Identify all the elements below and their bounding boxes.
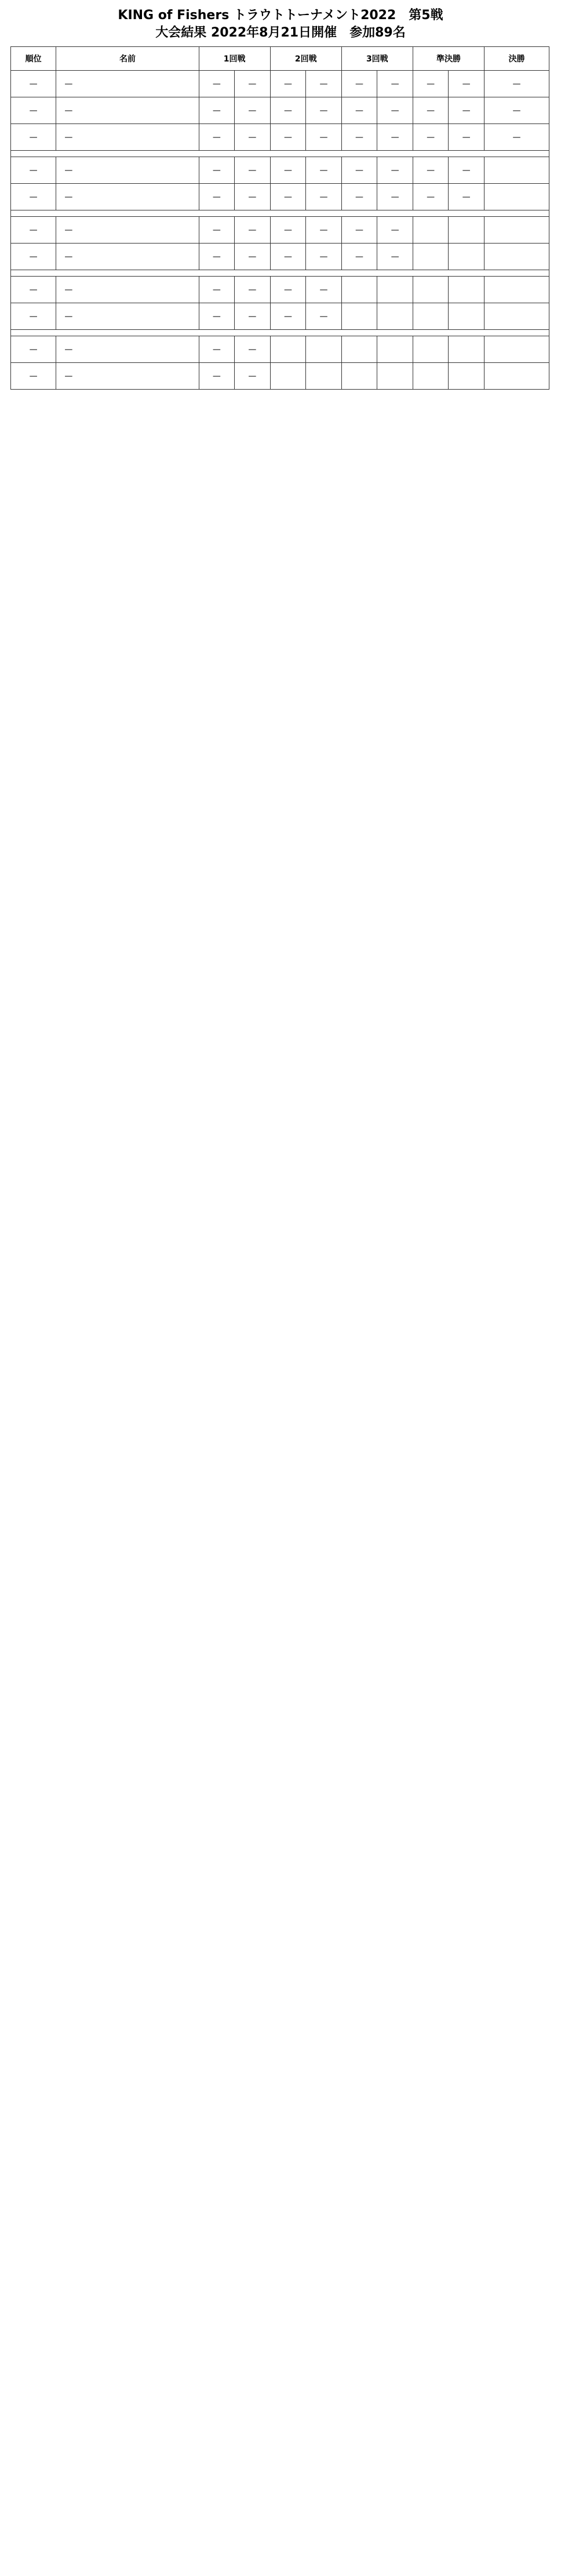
r2-score-cell: — — [270, 217, 306, 244]
sf-score-cell: — — [413, 184, 449, 210]
sf-result-cell: — — [449, 124, 485, 151]
header-round3: 3回戦 — [341, 47, 413, 71]
rank-cell: — — [11, 303, 56, 330]
rank-cell: — — [11, 97, 56, 124]
r1-result-cell: — — [235, 244, 271, 270]
rank-cell: — — [11, 277, 56, 303]
sf-score-cell — [413, 303, 449, 330]
group-separator — [11, 151, 549, 157]
r1-result-cell: — — [235, 363, 271, 390]
name-cell: — — [56, 97, 199, 124]
r2-result-cell: — — [306, 71, 342, 97]
r2-result-cell: — — [306, 97, 342, 124]
name-cell: — — [56, 124, 199, 151]
r1-result-cell: — — [235, 184, 271, 210]
table-row — [11, 363, 549, 390]
table-row — [11, 157, 549, 184]
r2-score-cell: — — [270, 157, 306, 184]
r1-result-cell: — — [235, 277, 271, 303]
table-row — [11, 71, 549, 97]
r3-result-cell: — — [377, 244, 413, 270]
r2-result-cell: — — [306, 303, 342, 330]
r2-score-cell — [270, 363, 306, 390]
r3-score-cell: — — [341, 71, 377, 97]
page-subtitle: 大会結果 2022年8月21日開催 参加89名 — [155, 26, 406, 40]
r1-score-cell: — — [199, 124, 235, 151]
r3-result-cell — [377, 303, 413, 330]
results-table — [10, 46, 549, 390]
sf-result-cell: — — [449, 184, 485, 210]
sf-score-cell — [413, 336, 449, 363]
r1-score-cell: — — [199, 363, 235, 390]
separator-cell — [11, 151, 549, 157]
r1-result-cell: — — [235, 336, 271, 363]
r2-score-cell: — — [270, 244, 306, 270]
name-cell: — — [56, 184, 199, 210]
r2-score-cell: — — [270, 71, 306, 97]
r3-score-cell — [341, 336, 377, 363]
r3-result-cell: — — [377, 157, 413, 184]
sf-result-cell — [449, 277, 485, 303]
rank-cell: — — [11, 244, 56, 270]
separator-cell — [11, 210, 549, 217]
r1-score-cell: — — [199, 336, 235, 363]
results-body — [11, 71, 549, 390]
r1-result-cell: — — [235, 124, 271, 151]
sf-result-cell — [449, 363, 485, 390]
name-cell: — — [56, 157, 199, 184]
name-cell: — — [56, 303, 199, 330]
table-row — [11, 336, 549, 363]
final-cell: — — [484, 71, 549, 97]
r2-score-cell: — — [270, 184, 306, 210]
sf-result-cell: — — [449, 71, 485, 97]
page-title: KING of Fishers トラウトトーナメント2022 第5戦 — [118, 8, 443, 23]
final-cell: — — [484, 124, 549, 151]
r2-score-cell — [270, 336, 306, 363]
group-separator — [11, 270, 549, 277]
final-cell — [484, 217, 549, 244]
final-cell: — — [484, 97, 549, 124]
r3-result-cell — [377, 363, 413, 390]
r2-score-cell: — — [270, 124, 306, 151]
rank-cell: — — [11, 124, 56, 151]
r1-score-cell: — — [199, 184, 235, 210]
table-row — [11, 277, 549, 303]
final-cell — [484, 244, 549, 270]
name-cell: — — [56, 217, 199, 244]
r3-result-cell: — — [377, 71, 413, 97]
header-round2: 2回戦 — [270, 47, 341, 71]
r1-score-cell: — — [199, 244, 235, 270]
header-semifinal: 準決勝 — [413, 47, 484, 71]
r3-result-cell — [377, 336, 413, 363]
sf-score-cell — [413, 244, 449, 270]
r1-score-cell: — — [199, 71, 235, 97]
header-round1: 1回戦 — [199, 47, 270, 71]
r3-score-cell — [341, 303, 377, 330]
sf-score-cell: — — [413, 157, 449, 184]
final-cell — [484, 277, 549, 303]
r2-result-cell: — — [306, 244, 342, 270]
final-cell — [484, 303, 549, 330]
table-row — [11, 303, 549, 330]
r1-score-cell: — — [199, 217, 235, 244]
r3-score-cell: — — [341, 184, 377, 210]
r1-score-cell: — — [199, 303, 235, 330]
final-cell — [484, 184, 549, 210]
r3-result-cell — [377, 277, 413, 303]
r1-result-cell: — — [235, 97, 271, 124]
r2-score-cell: — — [270, 97, 306, 124]
group-separator — [11, 210, 549, 217]
sf-score-cell — [413, 277, 449, 303]
rank-cell: — — [11, 217, 56, 244]
sf-result-cell: — — [449, 97, 485, 124]
sf-score-cell: — — [413, 71, 449, 97]
sf-score-cell: — — [413, 124, 449, 151]
sf-result-cell: — — [449, 157, 485, 184]
r3-score-cell: — — [341, 97, 377, 124]
rank-cell: — — [11, 363, 56, 390]
name-cell: — — [56, 336, 199, 363]
sf-score-cell — [413, 363, 449, 390]
table-row — [11, 244, 549, 270]
r2-result-cell: — — [306, 277, 342, 303]
rank-cell: — — [11, 157, 56, 184]
r3-score-cell — [341, 277, 377, 303]
r3-result-cell: — — [377, 217, 413, 244]
r1-score-cell: — — [199, 277, 235, 303]
table-row — [11, 217, 549, 244]
r1-result-cell: — — [235, 217, 271, 244]
sf-result-cell — [449, 217, 485, 244]
group-separator — [11, 330, 549, 336]
separator-cell — [11, 330, 549, 336]
sf-result-cell — [449, 244, 485, 270]
r1-score-cell: — — [199, 157, 235, 184]
r3-score-cell: — — [341, 244, 377, 270]
sf-result-cell — [449, 303, 485, 330]
final-cell — [484, 363, 549, 390]
sf-score-cell: — — [413, 97, 449, 124]
r2-score-cell: — — [270, 303, 306, 330]
table-row — [11, 124, 549, 151]
table-header-row — [11, 47, 549, 71]
rank-cell: — — [11, 71, 56, 97]
rank-cell: — — [11, 184, 56, 210]
r3-result-cell: — — [377, 124, 413, 151]
name-cell: — — [56, 244, 199, 270]
sf-result-cell — [449, 336, 485, 363]
r3-score-cell — [341, 363, 377, 390]
r3-score-cell: — — [341, 124, 377, 151]
name-cell: — — [56, 277, 199, 303]
r2-result-cell — [306, 336, 342, 363]
r1-result-cell: — — [235, 71, 271, 97]
r2-result-cell: — — [306, 217, 342, 244]
final-cell — [484, 157, 549, 184]
r3-result-cell: — — [377, 97, 413, 124]
r1-result-cell: — — [235, 303, 271, 330]
r3-score-cell: — — [341, 157, 377, 184]
r2-result-cell: — — [306, 157, 342, 184]
sf-score-cell — [413, 217, 449, 244]
r2-result-cell — [306, 363, 342, 390]
name-cell: — — [56, 71, 199, 97]
table-row — [11, 184, 549, 210]
final-cell — [484, 336, 549, 363]
r1-result-cell: — — [235, 157, 271, 184]
r1-score-cell: — — [199, 97, 235, 124]
name-cell: — — [56, 363, 199, 390]
rank-cell: — — [11, 336, 56, 363]
r2-result-cell: — — [306, 184, 342, 210]
table-row — [11, 97, 549, 124]
r2-result-cell: — — [306, 124, 342, 151]
r3-score-cell: — — [341, 217, 377, 244]
header-name: 名前 — [56, 47, 199, 71]
r2-score-cell: — — [270, 277, 306, 303]
header-final: 決勝 — [484, 47, 549, 71]
header-rank: 順位 — [11, 47, 56, 71]
separator-cell — [11, 270, 549, 277]
r3-result-cell: — — [377, 184, 413, 210]
